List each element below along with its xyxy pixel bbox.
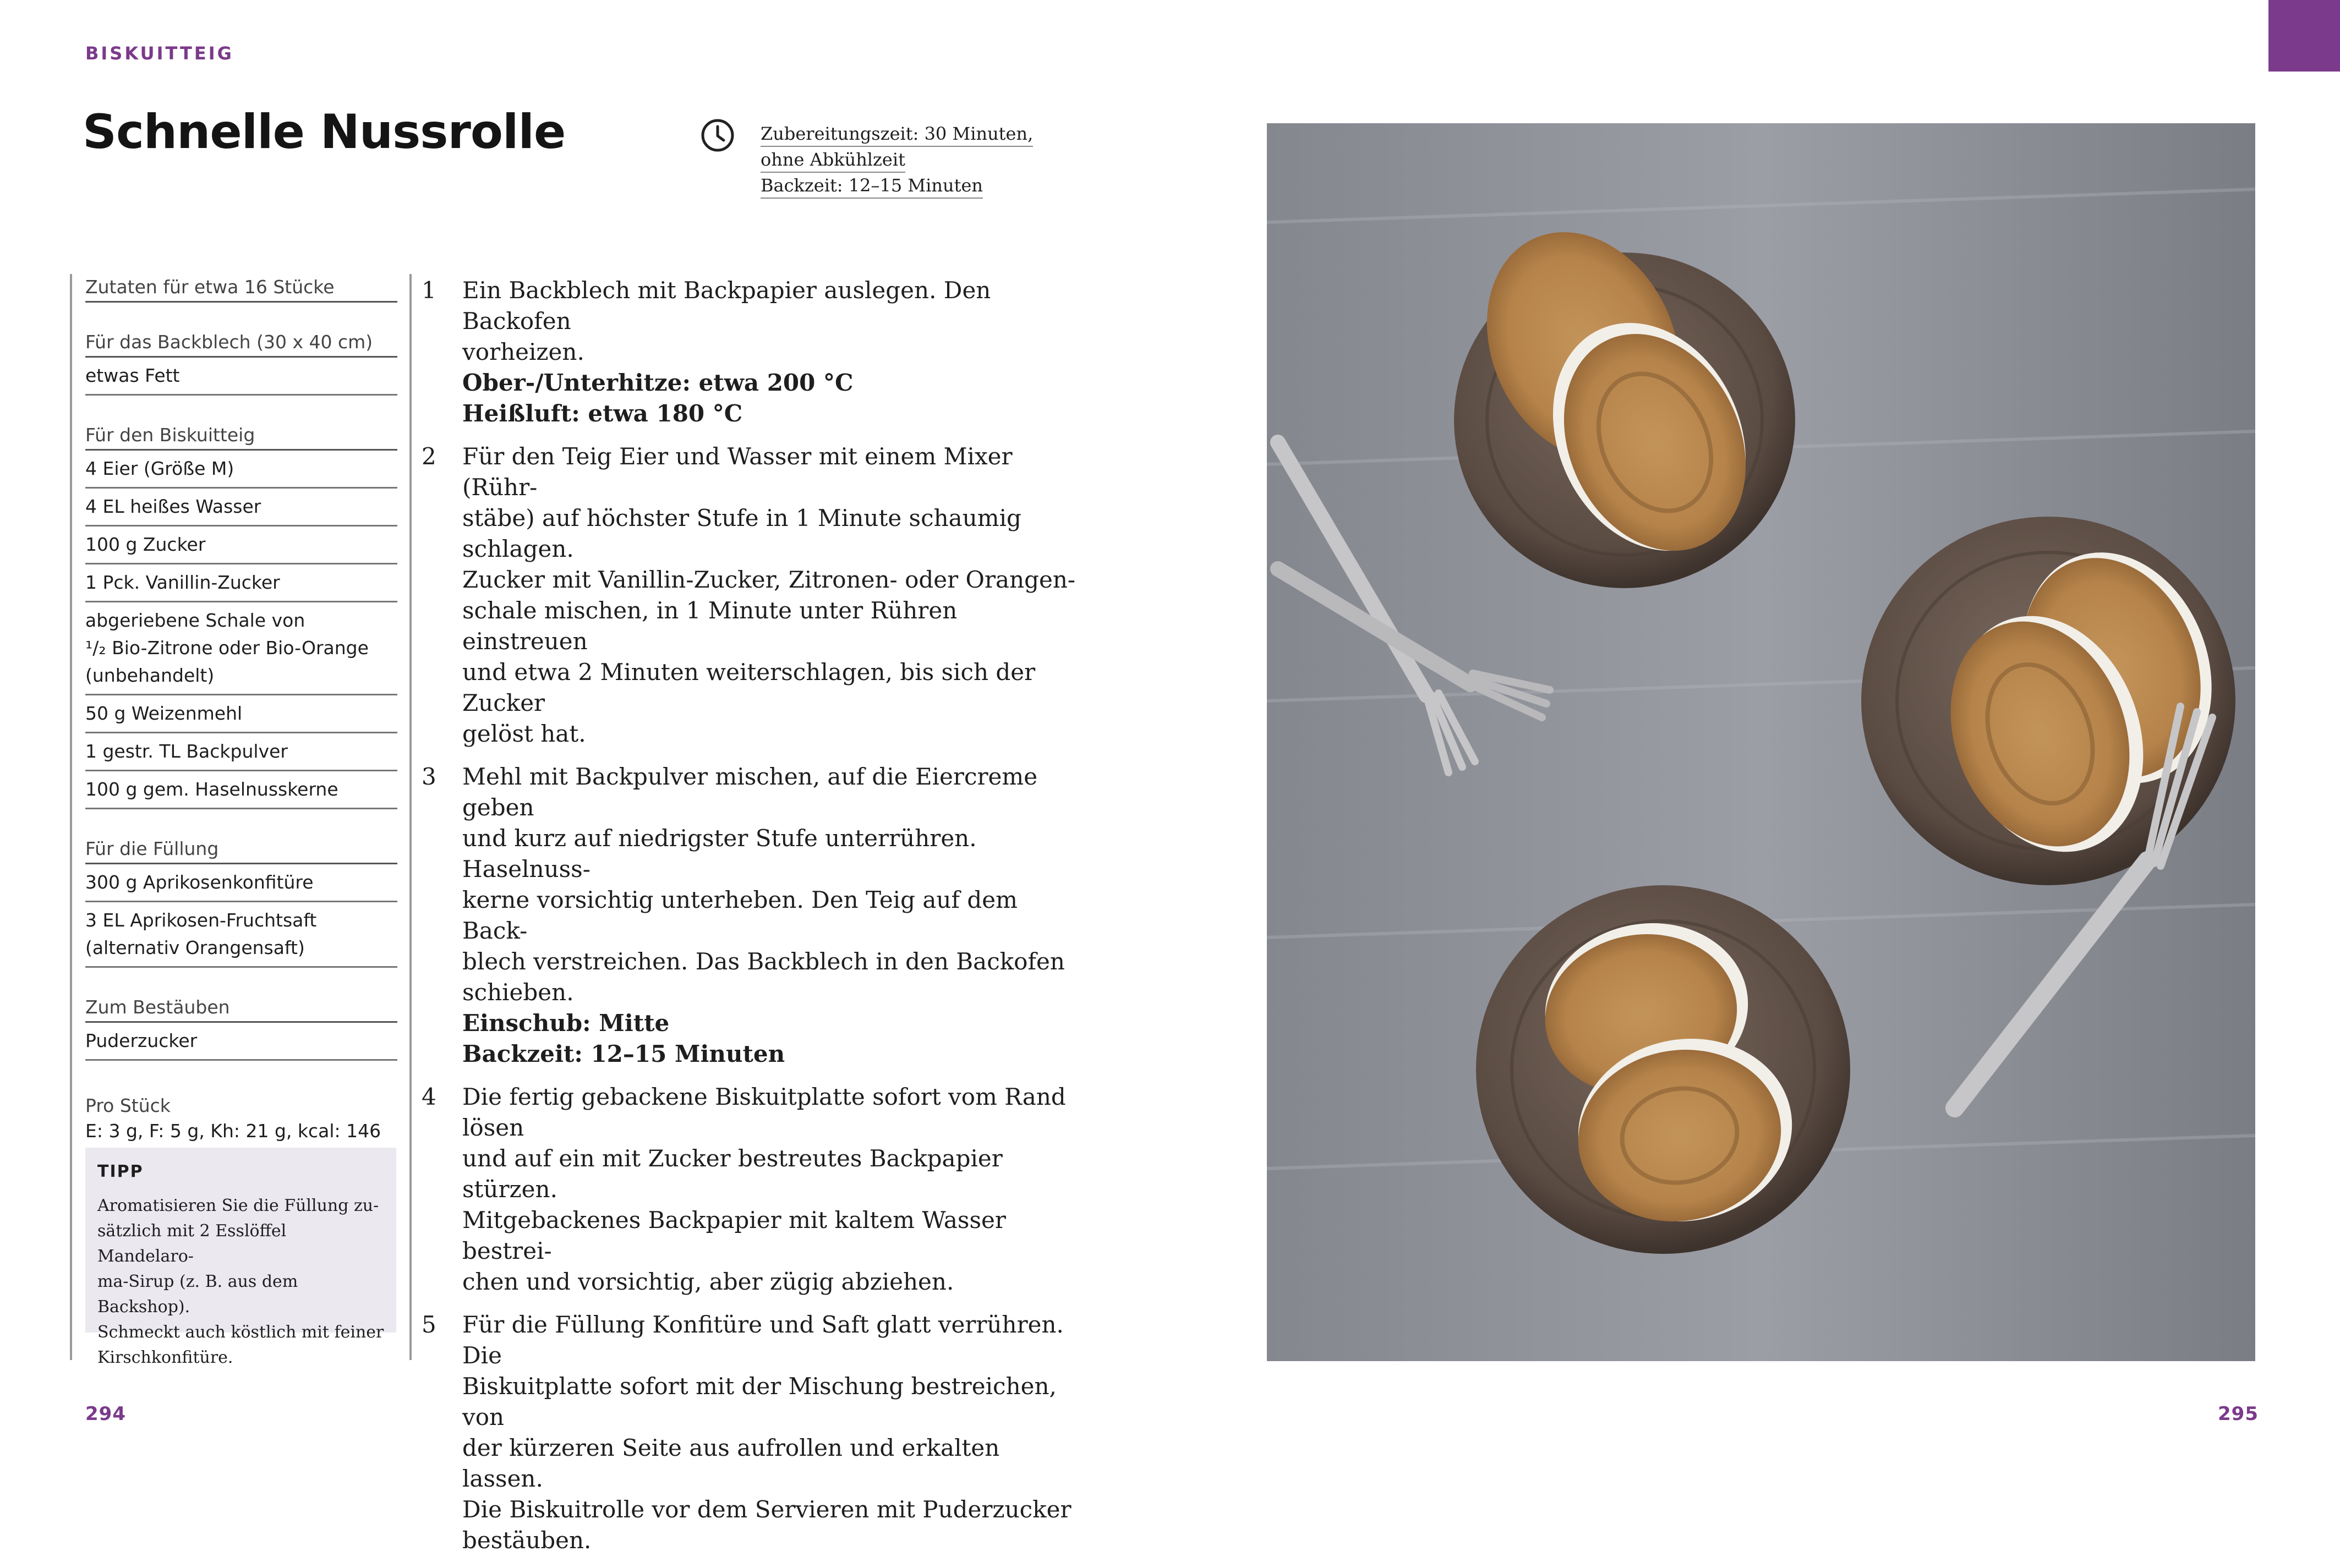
ingredient-list (85, 275, 397, 1142)
ingredient-group-heading: Für die Füllung (85, 837, 397, 864)
ingredient-item-juice (85, 902, 397, 968)
step-line: Die Biskuitrolle vor dem Servieren mit Puderzucker (462, 1496, 1071, 1523)
ingredient-line: (unbehandelt) (85, 665, 215, 686)
ingredient-line: abgeriebene Schale von (85, 610, 305, 631)
ingredient-group-baking-tray (85, 330, 397, 396)
ingredient-item: etwas Fett (85, 358, 397, 396)
step-number: 4 (422, 1083, 436, 1110)
step-line: Biskuitplatte sofort mit der Mischung bestreichen, von (462, 1373, 1057, 1430)
nutrition-values: E: 3 g, F: 5 g, Kh: 21 g, kcal: 146 (85, 1120, 381, 1142)
recipe-title: Schnelle Nussrolle (83, 105, 566, 160)
clock-icon (700, 118, 735, 153)
tip-box (85, 1148, 396, 1367)
tip-text (97, 1193, 384, 1370)
step-line: bestäuben. (462, 1527, 592, 1554)
column-rule-middle (409, 274, 412, 1360)
instruction-steps (422, 275, 1082, 1568)
step-setting: Heißluft: etwa 180 °C (462, 400, 743, 427)
ingredient-item: 4 EL heißes Wasser (85, 489, 397, 527)
tip-line: ma-Sirup (z. B. aus dem Backshop). (97, 1272, 298, 1317)
ingredient-group-heading: Zum Bestäuben (85, 995, 397, 1023)
step-line: stäbe) auf höchster Stufe in 1 Minute schaumig schlagen. (462, 505, 1021, 562)
timing-info (761, 121, 1033, 199)
nutrition-label: Pro Stück (85, 1095, 171, 1116)
step-line: blech verstreichen. Das Backblech in den Backofen (462, 948, 1065, 975)
section-label: BISKUITTEIG (85, 43, 234, 64)
step-4 (422, 1082, 1082, 1297)
ingredient-item: 1 gestr. TL Backpulver (85, 733, 397, 771)
step-setting: Einschub: Mitte (462, 1010, 670, 1037)
ingredient-item: 100 g gem. Haselnusskerne (85, 771, 397, 809)
page-number-left: 294 (85, 1403, 126, 1425)
step-line: chen und vorsichtig, aber zügig abziehen. (462, 1268, 954, 1295)
prep-time: Zubereitungszeit: 30 Minuten, (761, 122, 1033, 147)
ingredient-line: (alternativ Orangensaft) (85, 937, 305, 958)
step-1 (422, 275, 1082, 429)
tip-line: Schmeckt auch köstlich mit feiner (97, 1323, 384, 1342)
tip-line: Kirschkonfitüre. (97, 1348, 233, 1367)
recipe-photo (1267, 123, 2255, 1361)
ingredient-line: 3 EL Aprikosen-Fruchtsaft (85, 909, 317, 931)
step-line: Für die Füllung Konfitüre und Saft glatt verrühren. Die (462, 1311, 1064, 1369)
step-line: und auf ein mit Zucker bestreutes Backpapier stürzen. (462, 1145, 1003, 1203)
ingredient-item: 300 g Aprikosenkonfitüre (85, 864, 397, 902)
plate-bottom (1476, 885, 1850, 1254)
step-line: und kurz auf niedrigster Stufe unterrühren. Haselnuss- (462, 825, 977, 882)
cooling-note: ohne Abkühlzeit (761, 147, 905, 173)
ingredient-group-filling (85, 837, 397, 968)
step-number: 1 (422, 277, 436, 304)
step-setting: Ober-/Unterhitze: etwa 200 °C (462, 369, 854, 396)
step-number: 3 (422, 763, 436, 790)
page-number-right: 295 (2218, 1403, 2259, 1425)
step-line: Ein Backblech mit Backpapier auslegen. Den Backofen (462, 277, 991, 335)
step-line: kerne vorsichtig unterheben. Den Teig auf dem Back- (462, 886, 1018, 944)
ingredient-item: 1 Pck. Vanillin-Zucker (85, 564, 397, 602)
tip-line: sätzlich mit 2 Esslöffel Mandelaro- (97, 1221, 287, 1266)
step-line: Die fertig gebackene Biskuitplatte sofort vom Rand lösen (462, 1083, 1066, 1141)
ingredient-line: ¹/₂ Bio-Zitrone oder Bio-Orange (85, 637, 369, 659)
bake-time: Backzeit: 12–15 Minuten (761, 173, 983, 199)
step-line: Für den Teig Eier und Wasser mit einem Mixer (Rühr- (462, 443, 1013, 501)
tip-line: Aromatisieren Sie die Füllung zu- (97, 1196, 379, 1215)
step-line: Mehl mit Backpulver mischen, auf die Eiercreme geben (462, 763, 1038, 821)
step-line: schale mischen, in 1 Minute unter Rühren einstreuen (462, 597, 958, 655)
ingredient-group-heading: Für den Biskuitteig (85, 423, 397, 451)
section-tab-marker (2268, 0, 2340, 72)
nutrition-info (85, 1092, 397, 1142)
ingredient-item-zest (85, 602, 397, 695)
ingredient-item: 4 Eier (Größe M) (85, 451, 397, 489)
ingredient-yield-group (85, 275, 397, 303)
step-setting: Backzeit: 12–15 Minuten (462, 1040, 785, 1067)
ingredient-item: 50 g Weizenmehl (85, 695, 397, 733)
ingredient-item: 100 g Zucker (85, 527, 397, 564)
step-line: vorheizen. (462, 338, 584, 365)
tip-heading: TIPP (97, 1162, 144, 1181)
ingredient-group-heading: Für das Backblech (30 x 40 cm) (85, 330, 397, 358)
step-3 (422, 761, 1082, 1070)
ingredient-yield: Zutaten für etwa 16 Stücke (85, 275, 397, 303)
step-line: und etwa 2 Minuten weiterschlagen, bis sich der Zucker (462, 659, 1036, 716)
step-2 (422, 441, 1082, 749)
ingredient-group-sponge (85, 423, 397, 809)
step-line: gelöst hat. (462, 720, 586, 747)
column-rule-left (70, 274, 72, 1360)
step-5 (422, 1309, 1082, 1556)
ingredient-group-dusting (85, 995, 397, 1061)
step-line: schieben. (462, 979, 574, 1006)
step-line: Mitgebackenes Backpapier mit kaltem Wasser bestrei- (462, 1207, 1006, 1264)
ingredient-item: Puderzucker (85, 1023, 397, 1061)
step-number: 5 (422, 1311, 436, 1338)
step-number: 2 (422, 443, 436, 470)
step-line: Zucker mit Vanillin-Zucker, Zitronen- oder Orangen- (462, 566, 1076, 593)
step-line: der kürzeren Seite aus aufrollen und erkalten lassen. (462, 1434, 1000, 1492)
